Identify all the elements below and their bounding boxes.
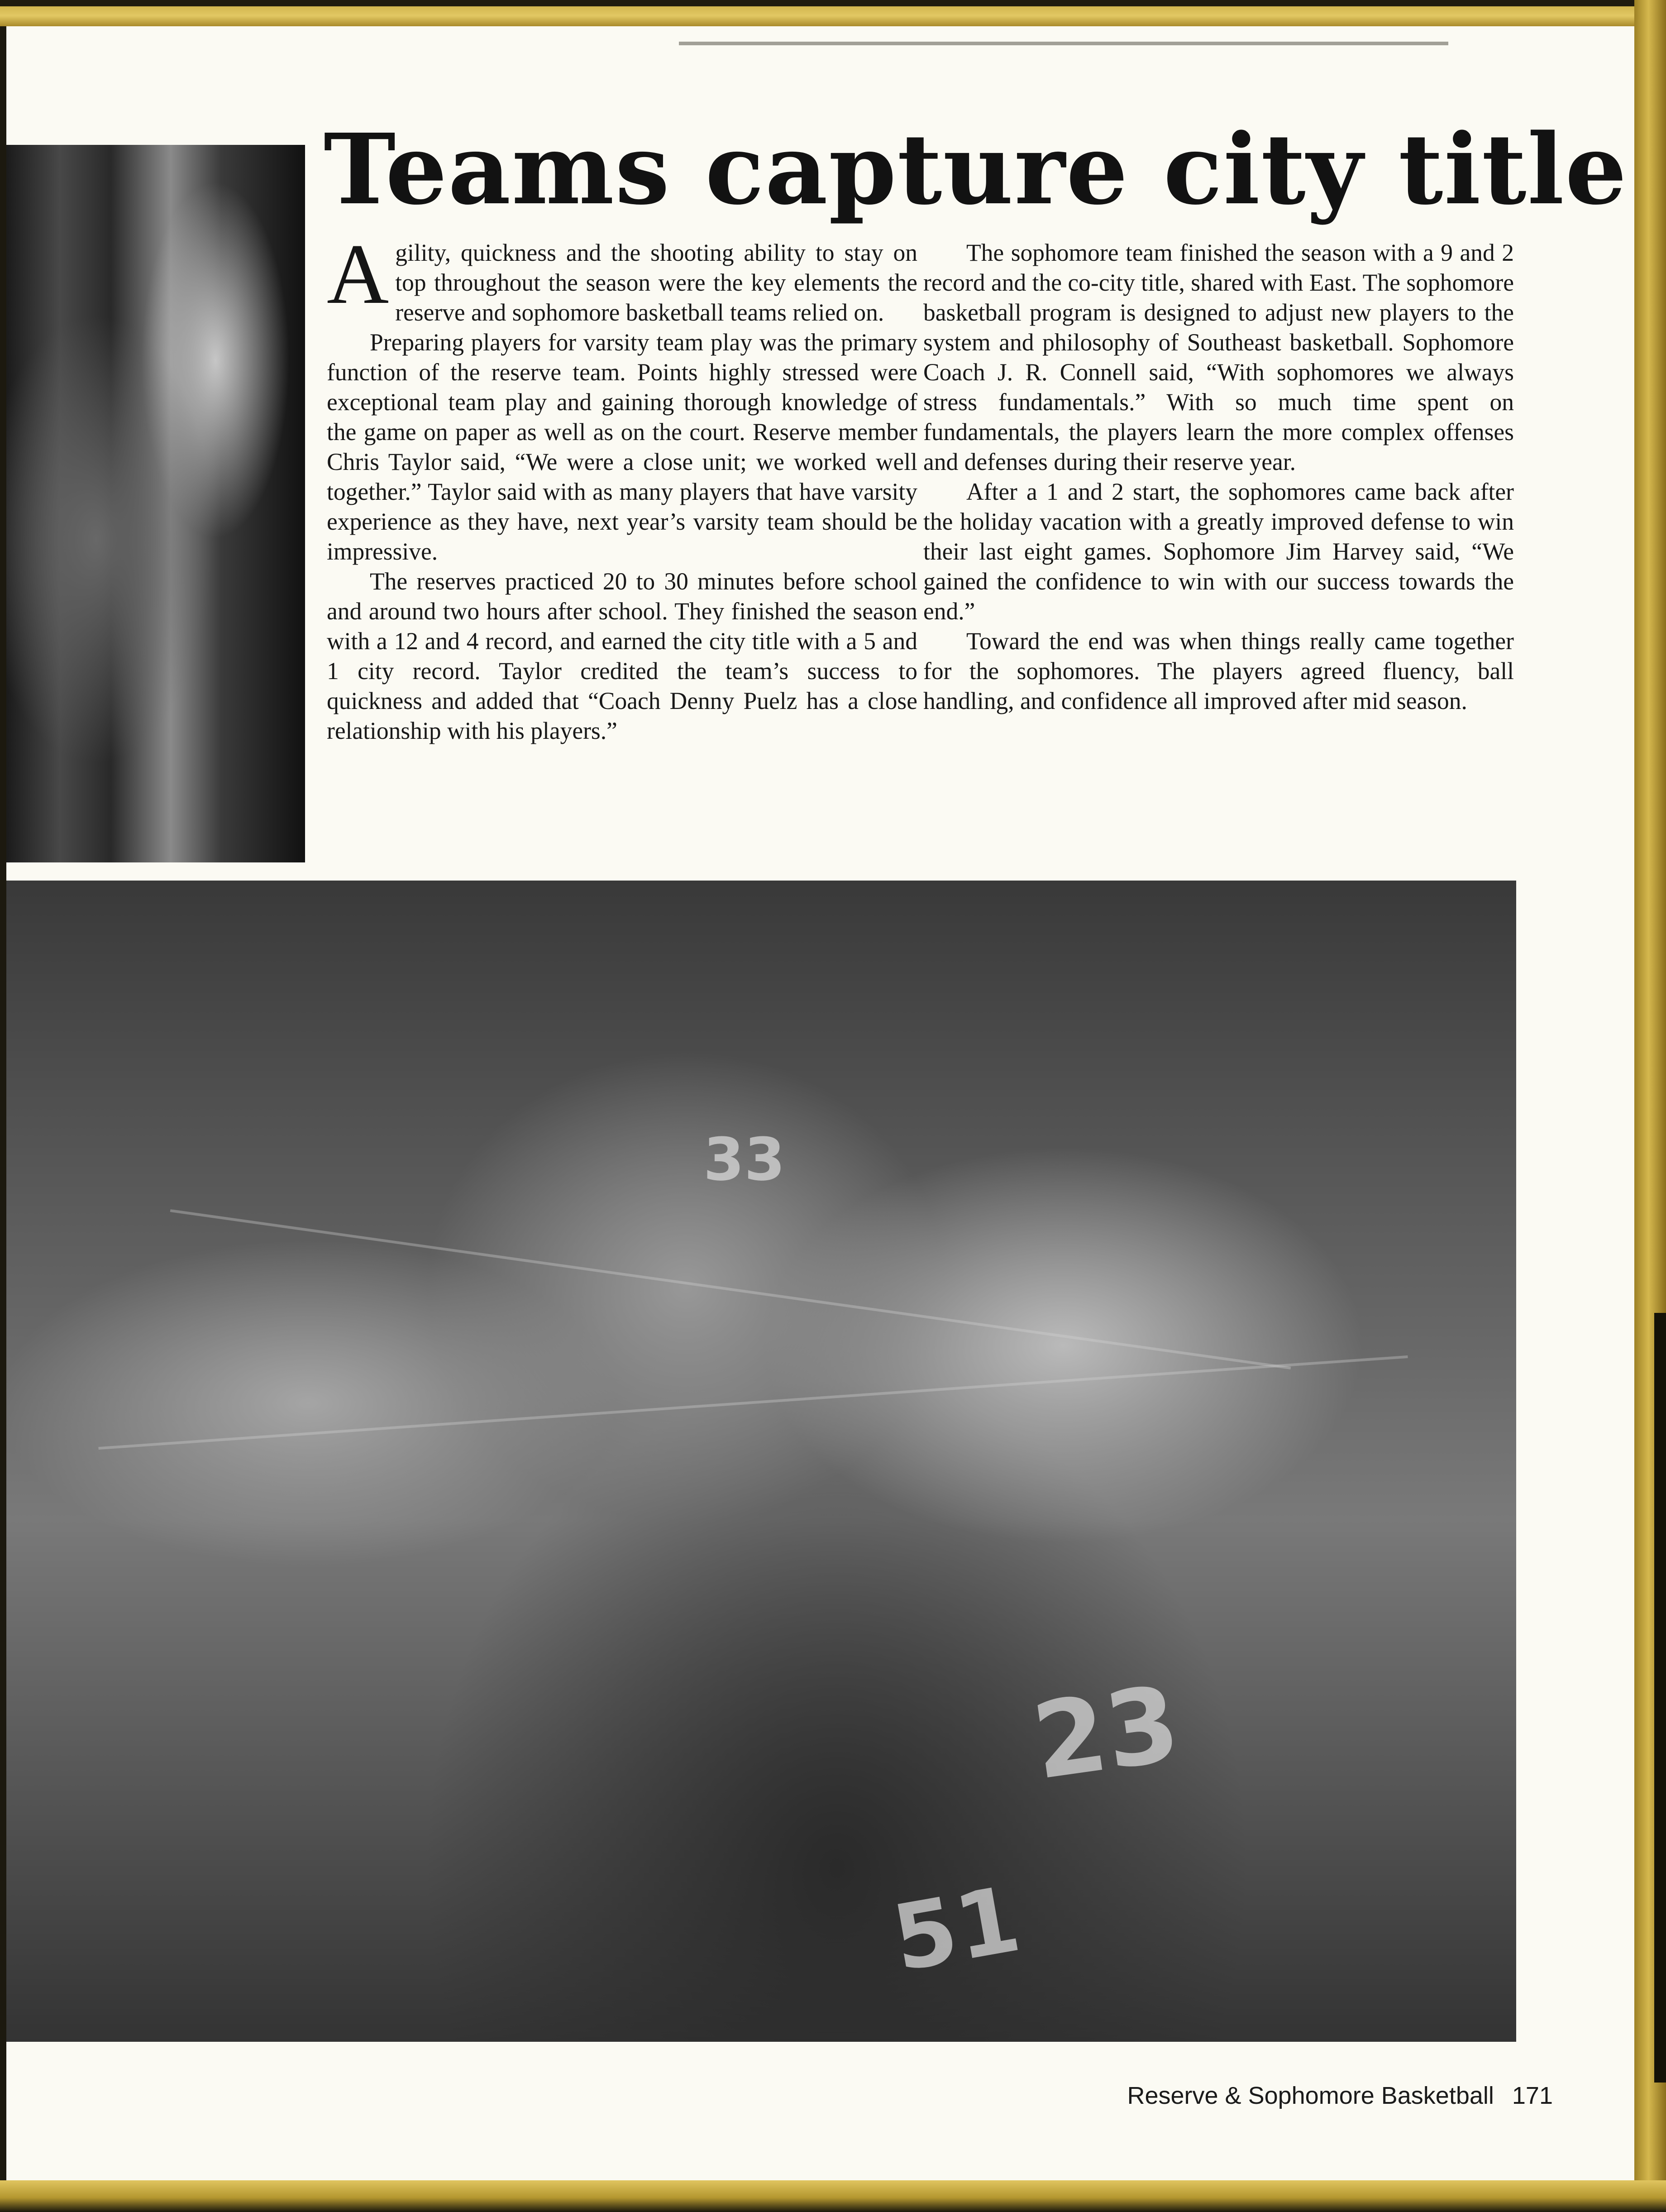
left-team-photo <box>6 145 305 862</box>
page-top-shadow <box>0 0 1666 6</box>
paragraph-1-text: gility, quickness and the shooting ability to stay on top throughout the season were the key elements the reserve and sophomore basketball teams relied on. <box>395 239 917 326</box>
footer-section-title: Reserve & Sophomore Basketball <box>1127 2082 1494 2109</box>
paragraph-5: After a 1 and 2 start, the sophomores came back after the holiday vacation with a greatly improved defense to win their last eight games. Sophomore Jim Harvey said, “We gained the confidence to win with our success towards the end.” <box>923 478 1514 625</box>
article-left-column <box>327 227 917 746</box>
jersey-number: 23 <box>1026 1663 1187 1803</box>
court-line <box>170 1209 1291 1369</box>
top-rule <box>679 42 1448 45</box>
page-right-shadow <box>1654 1313 1666 2083</box>
team-huddle-photo <box>6 881 1516 2042</box>
article-right-column <box>923 238 1514 716</box>
page-number: 171 <box>1512 2082 1553 2109</box>
headline: Teams capture city title <box>324 113 1628 226</box>
paragraph-2: Preparing players for varsity team play was the primary function of the reserve team. Points highly stressed were exceptional team play and gaining thorough knowledge of the game on paper as well as on the court. Reserve member Chris Taylor said, “We were a close unit; we worked well together.” Taylor said with as many players that have varsity experience as they have, next year’s varsity team should be impressive. <box>327 329 917 565</box>
page-footer <box>1127 2082 1553 2110</box>
drop-cap: A <box>327 227 389 322</box>
page-bottom-binding <box>0 2180 1666 2212</box>
page-left-edge <box>0 0 6 2212</box>
paragraph-1 <box>327 227 917 327</box>
paragraph-3: The reserves practiced 20 to 30 minutes before school and around two hours after school. They finished the season with a 12 and 4 record, and earned the city title with a 5 and 1 city record. Taylor credited the team’s success to quickness and added that “Coach Denny Puelz has a close relationship with his players.” <box>327 568 917 744</box>
jersey-number: 51 <box>885 1866 1028 1992</box>
paragraph-4: The sophomore team finished the season with a 9 and 2 record and the co-city title, shared with East. The sophomore basketball program is designed to adjust new players to the system and philosophy of Southeast basketball. Sophomore Coach J. R. Connell said, “With sophomores we always stress fundamentals.” With so much time spent on fundamentals, the players learn the more complex offenses and defenses during their reserve year. <box>923 239 1514 475</box>
jersey-number: 33 <box>703 1125 785 1194</box>
paragraph-6: Toward the end was when things really came together for the sophomores. The players agreed fluency, ball handling, and confidence all improved after mid season. <box>923 627 1514 714</box>
court-line <box>98 1355 1408 1450</box>
